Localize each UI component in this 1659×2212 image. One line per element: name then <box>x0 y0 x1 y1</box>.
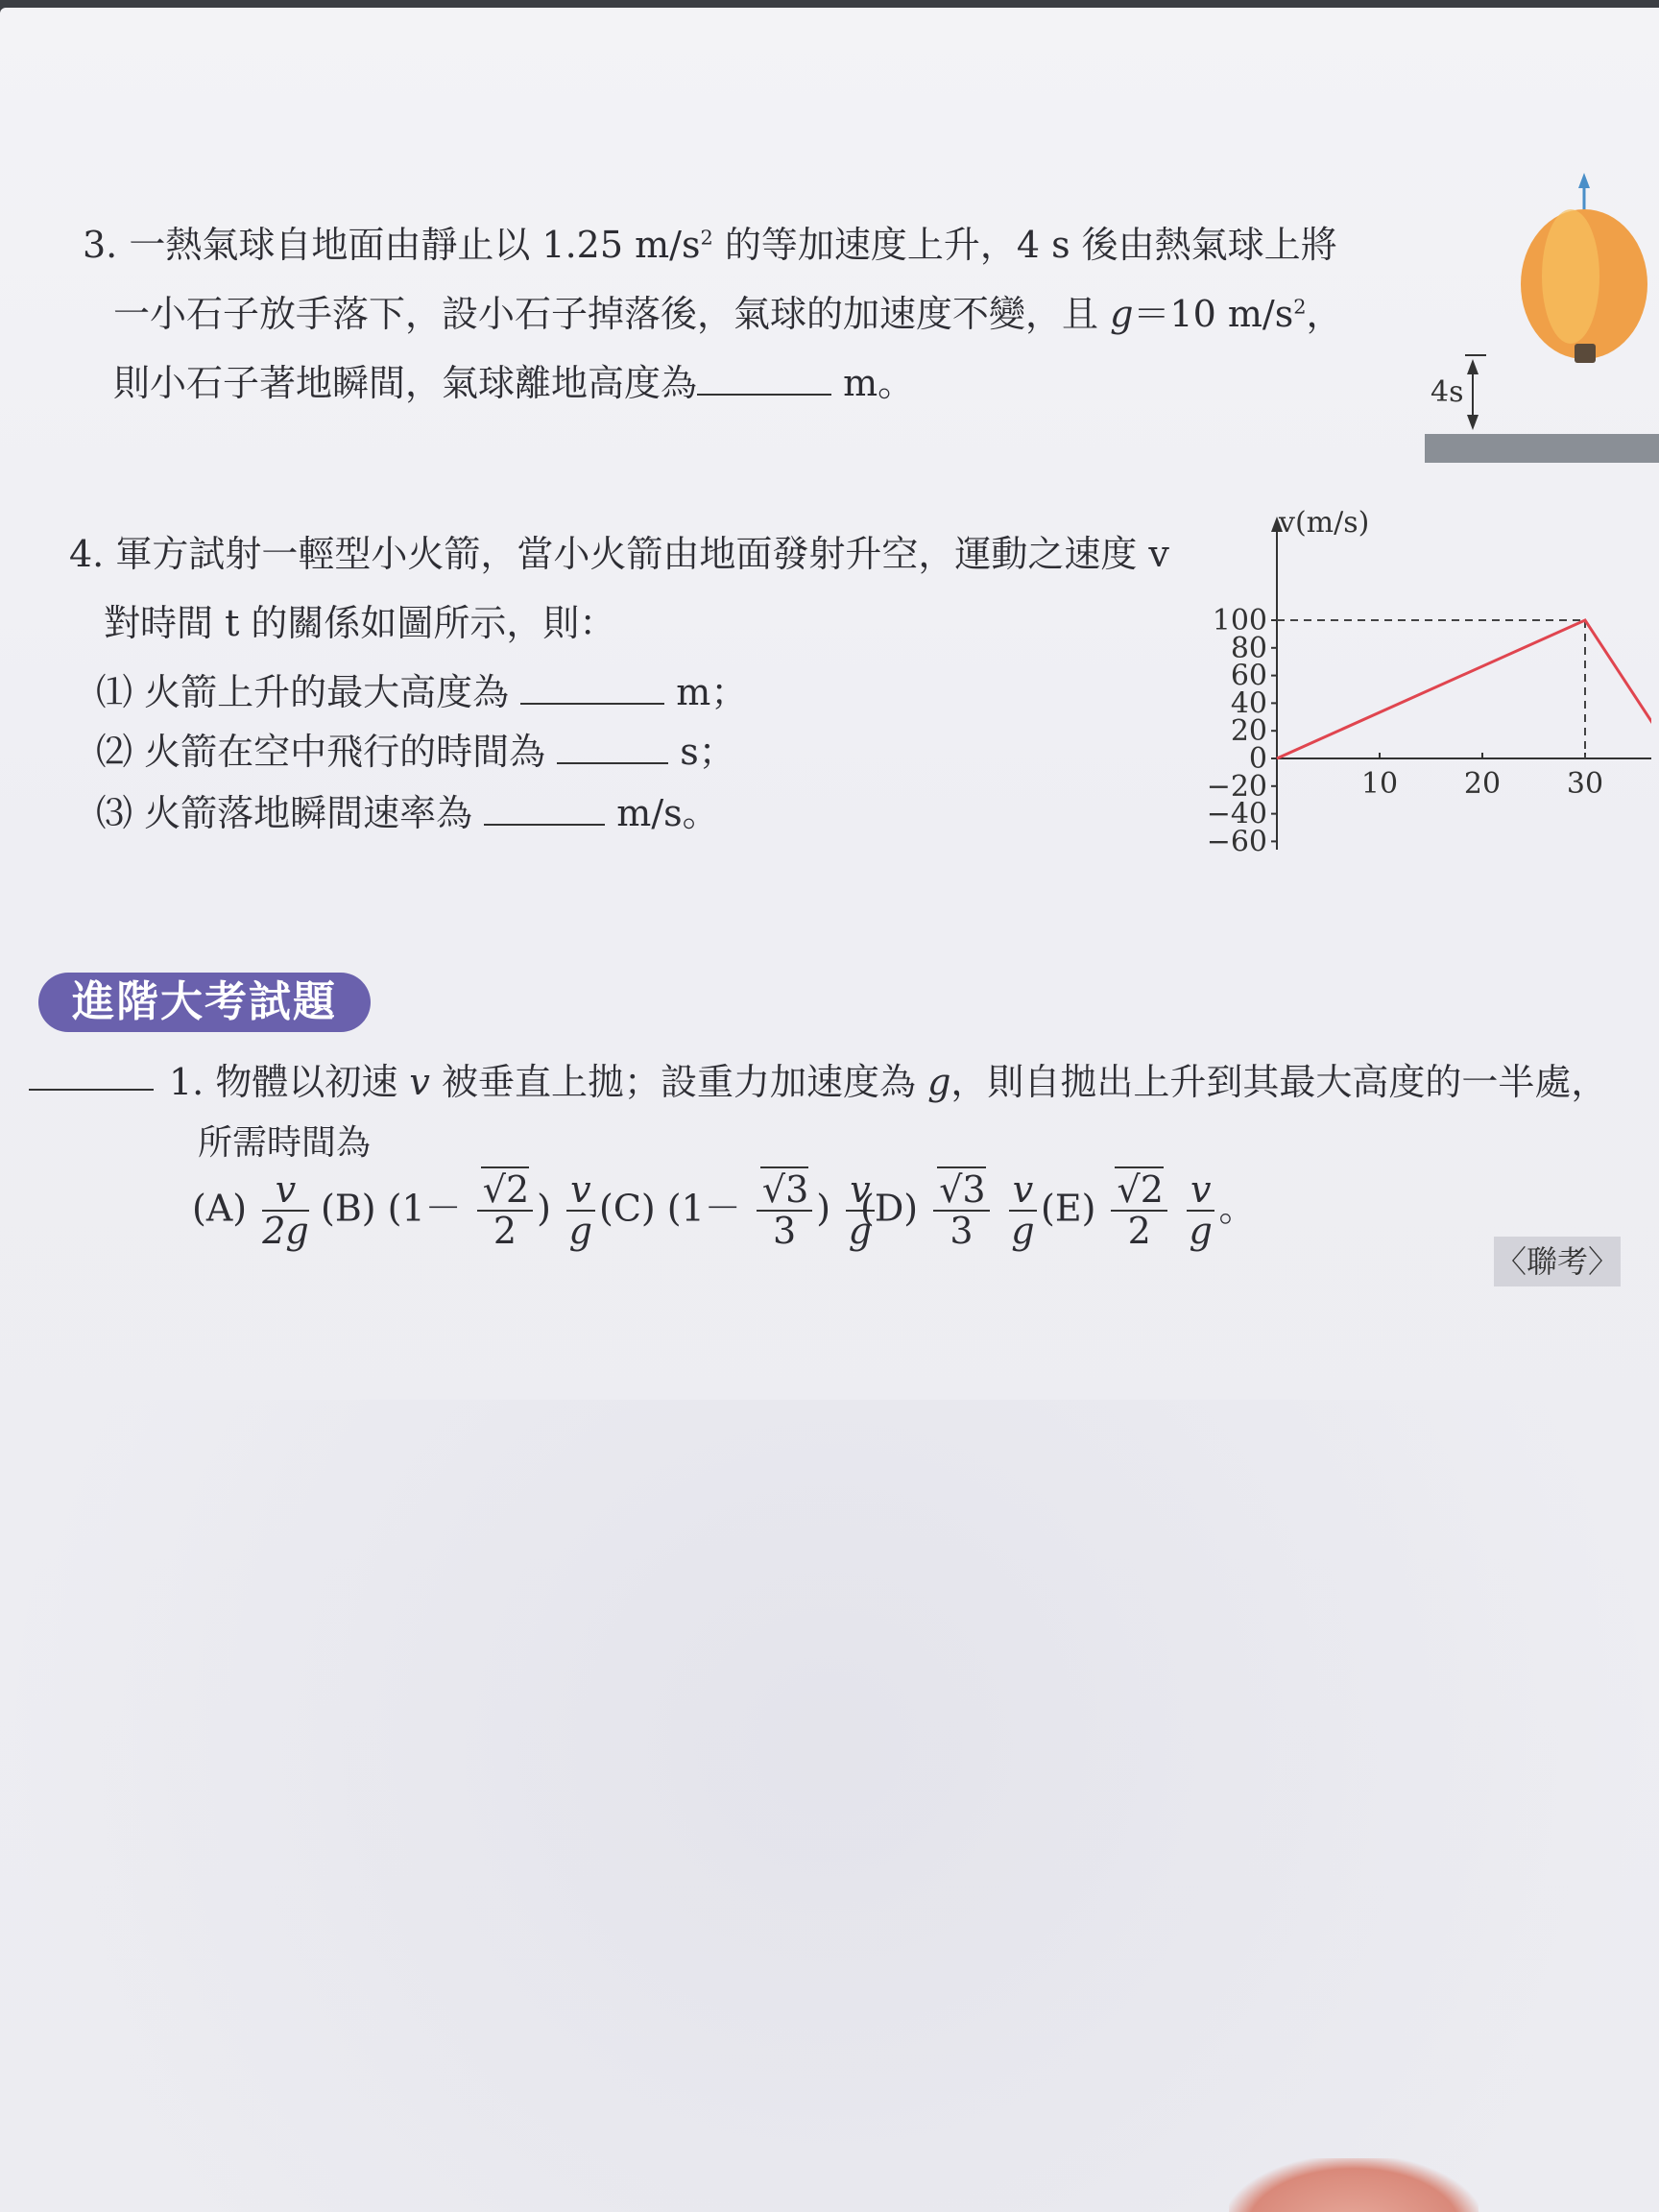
mc-text: ，則自拋出上升到其最大高度的一半處， <box>950 1061 1608 1103</box>
denominator: 3 <box>950 1209 974 1252</box>
q4-text: ⑵ 火箭在空中飛行的時間為 <box>96 731 546 774</box>
q4-text: ⑶ 火箭落地瞬間速率為 <box>96 792 473 835</box>
y-tick-label: 60 <box>1230 659 1267 693</box>
mc-symbol-g: g <box>927 1061 951 1103</box>
denominator: g <box>848 1209 873 1252</box>
period: 。 <box>1218 1187 1256 1230</box>
worksheet-page <box>0 8 1659 2212</box>
y-tick-label: −60 <box>1206 825 1267 859</box>
q4-part1 <box>96 670 748 714</box>
q3-unit: m。 <box>843 362 915 405</box>
numerator: v <box>262 1171 309 1212</box>
sqrt-2: √2 <box>482 1168 530 1211</box>
choice-d[interactable] <box>860 1168 1041 1252</box>
paren: ) <box>537 1187 551 1230</box>
y-tick-label: 20 <box>1230 714 1267 749</box>
q4-part2 <box>96 730 735 774</box>
choice-label: (A) <box>192 1187 248 1230</box>
choice-c[interactable] <box>599 1168 878 1252</box>
bleed-through-shadow <box>0 1400 1659 2212</box>
y-tick-label: −40 <box>1206 797 1267 831</box>
denominator: 2 <box>1127 1209 1151 1252</box>
sqrt-2: √2 <box>1117 1168 1164 1211</box>
q3-text: 3. 一熱氣球自地面由靜止以 1.25 m/s <box>83 224 701 266</box>
q3-superscript: 2 <box>700 226 713 250</box>
fraction <box>1111 1168 1166 1252</box>
q4-line2: 對時間 t 的關係如圖所示，則： <box>104 602 616 644</box>
q4-part3 <box>96 791 719 835</box>
sqrt-3: √3 <box>761 1168 809 1211</box>
q4-unit: m/s。 <box>616 792 719 835</box>
q3-line3 <box>113 361 915 405</box>
q3-text: 的等加速度上升，4 s 後由熱氣球上將 <box>712 224 1337 266</box>
q4-answer-blank-2[interactable] <box>557 730 668 764</box>
height-arrow-down <box>1467 415 1479 430</box>
fraction <box>1009 1168 1037 1252</box>
source-tag: 〈聯考〉 <box>1494 1237 1621 1286</box>
velocity-time-chart <box>1181 507 1651 910</box>
mc-answer-blank[interactable] <box>29 1089 154 1091</box>
y-tick-label: 0 <box>1248 742 1267 776</box>
y-tick-label: −20 <box>1206 769 1267 804</box>
mc-q1-line1 <box>169 1061 1608 1103</box>
choice-e[interactable] <box>1041 1168 1256 1252</box>
q3-answer-blank[interactable] <box>697 361 831 396</box>
mc-q1-line2: 所需時間為 <box>198 1123 372 1163</box>
section-badge: 進階大考試題 <box>38 973 371 1032</box>
denominator: g <box>1011 1209 1035 1252</box>
fraction <box>262 1168 309 1252</box>
q3-symbol-g: g <box>1110 293 1134 335</box>
choice-label: (B) (1－ <box>321 1187 462 1230</box>
fraction <box>757 1168 812 1252</box>
choice-label: (C) (1－ <box>599 1187 741 1230</box>
q3-text: ， <box>1306 293 1343 335</box>
numerator: v <box>1187 1171 1214 1212</box>
fraction <box>566 1168 594 1252</box>
denominator: 3 <box>773 1209 797 1252</box>
choice-label: (D) <box>860 1187 919 1230</box>
mc-symbol-v: v <box>409 1061 430 1103</box>
q4-unit: s； <box>680 731 735 774</box>
q4-line1: 4. 軍方試射一輕型小火箭，當小火箭由地面發射升空，運動之速度 v <box>69 533 1169 575</box>
q3-superscript: 2 <box>1293 295 1307 319</box>
denominator: g <box>568 1209 592 1252</box>
thumb <box>1229 2158 1479 2212</box>
q3-text: ＝10 m/s <box>1133 293 1294 335</box>
basket-icon <box>1575 344 1596 363</box>
balloon-stripe <box>1542 209 1599 344</box>
height-arrow-up <box>1467 359 1479 374</box>
choice-a[interactable] <box>192 1168 313 1252</box>
mc-text: 1. 物體以初速 <box>169 1061 410 1103</box>
x-tick-label: 30 <box>1566 767 1604 801</box>
y-tick-label: 100 <box>1212 604 1267 637</box>
denominator: g <box>1189 1209 1213 1252</box>
q3-line1 <box>83 224 1337 266</box>
q4-unit: m； <box>676 671 748 714</box>
q3-text: 則小石子著地瞬間，氣球離地高度為 <box>113 362 698 405</box>
q4-text: ⑴ 火箭上升的最大高度為 <box>96 671 510 714</box>
choice-b[interactable] <box>321 1168 599 1252</box>
fraction <box>933 1168 989 1252</box>
velocity-series-line <box>1277 620 1651 855</box>
y-tick-label: 40 <box>1230 686 1267 721</box>
denominator: 2g <box>262 1209 309 1252</box>
mc-text: 被垂直上拋；設重力加速度為 <box>429 1061 928 1103</box>
x-tick-label: 10 <box>1360 767 1399 801</box>
q4-answer-blank-3[interactable] <box>484 791 605 826</box>
y-axis-label: v(m/s) <box>1279 507 1370 540</box>
q3-line2 <box>113 293 1343 335</box>
q3-text: 一小石子放手落下，設小石子掉落後，氣球的加速度不變，且 <box>113 293 1111 335</box>
ground-icon <box>1425 434 1659 463</box>
fraction <box>1187 1168 1214 1252</box>
balloon-figure <box>1411 161 1659 488</box>
numerator: v <box>566 1171 594 1212</box>
x-tick-label: 20 <box>1463 767 1502 801</box>
figure-4s-label: 4s <box>1431 375 1464 409</box>
denominator: 2 <box>493 1209 517 1252</box>
paren: ) <box>816 1187 831 1230</box>
arrow-head-icon <box>1578 173 1590 188</box>
q4-answer-blank-1[interactable] <box>520 670 664 705</box>
y-tick-label: 80 <box>1230 631 1267 665</box>
numerator: v <box>846 1171 874 1212</box>
sqrt-3: √3 <box>939 1168 986 1211</box>
choice-label: (E) <box>1041 1187 1096 1230</box>
fraction <box>477 1168 533 1252</box>
numerator: v <box>1009 1171 1037 1212</box>
